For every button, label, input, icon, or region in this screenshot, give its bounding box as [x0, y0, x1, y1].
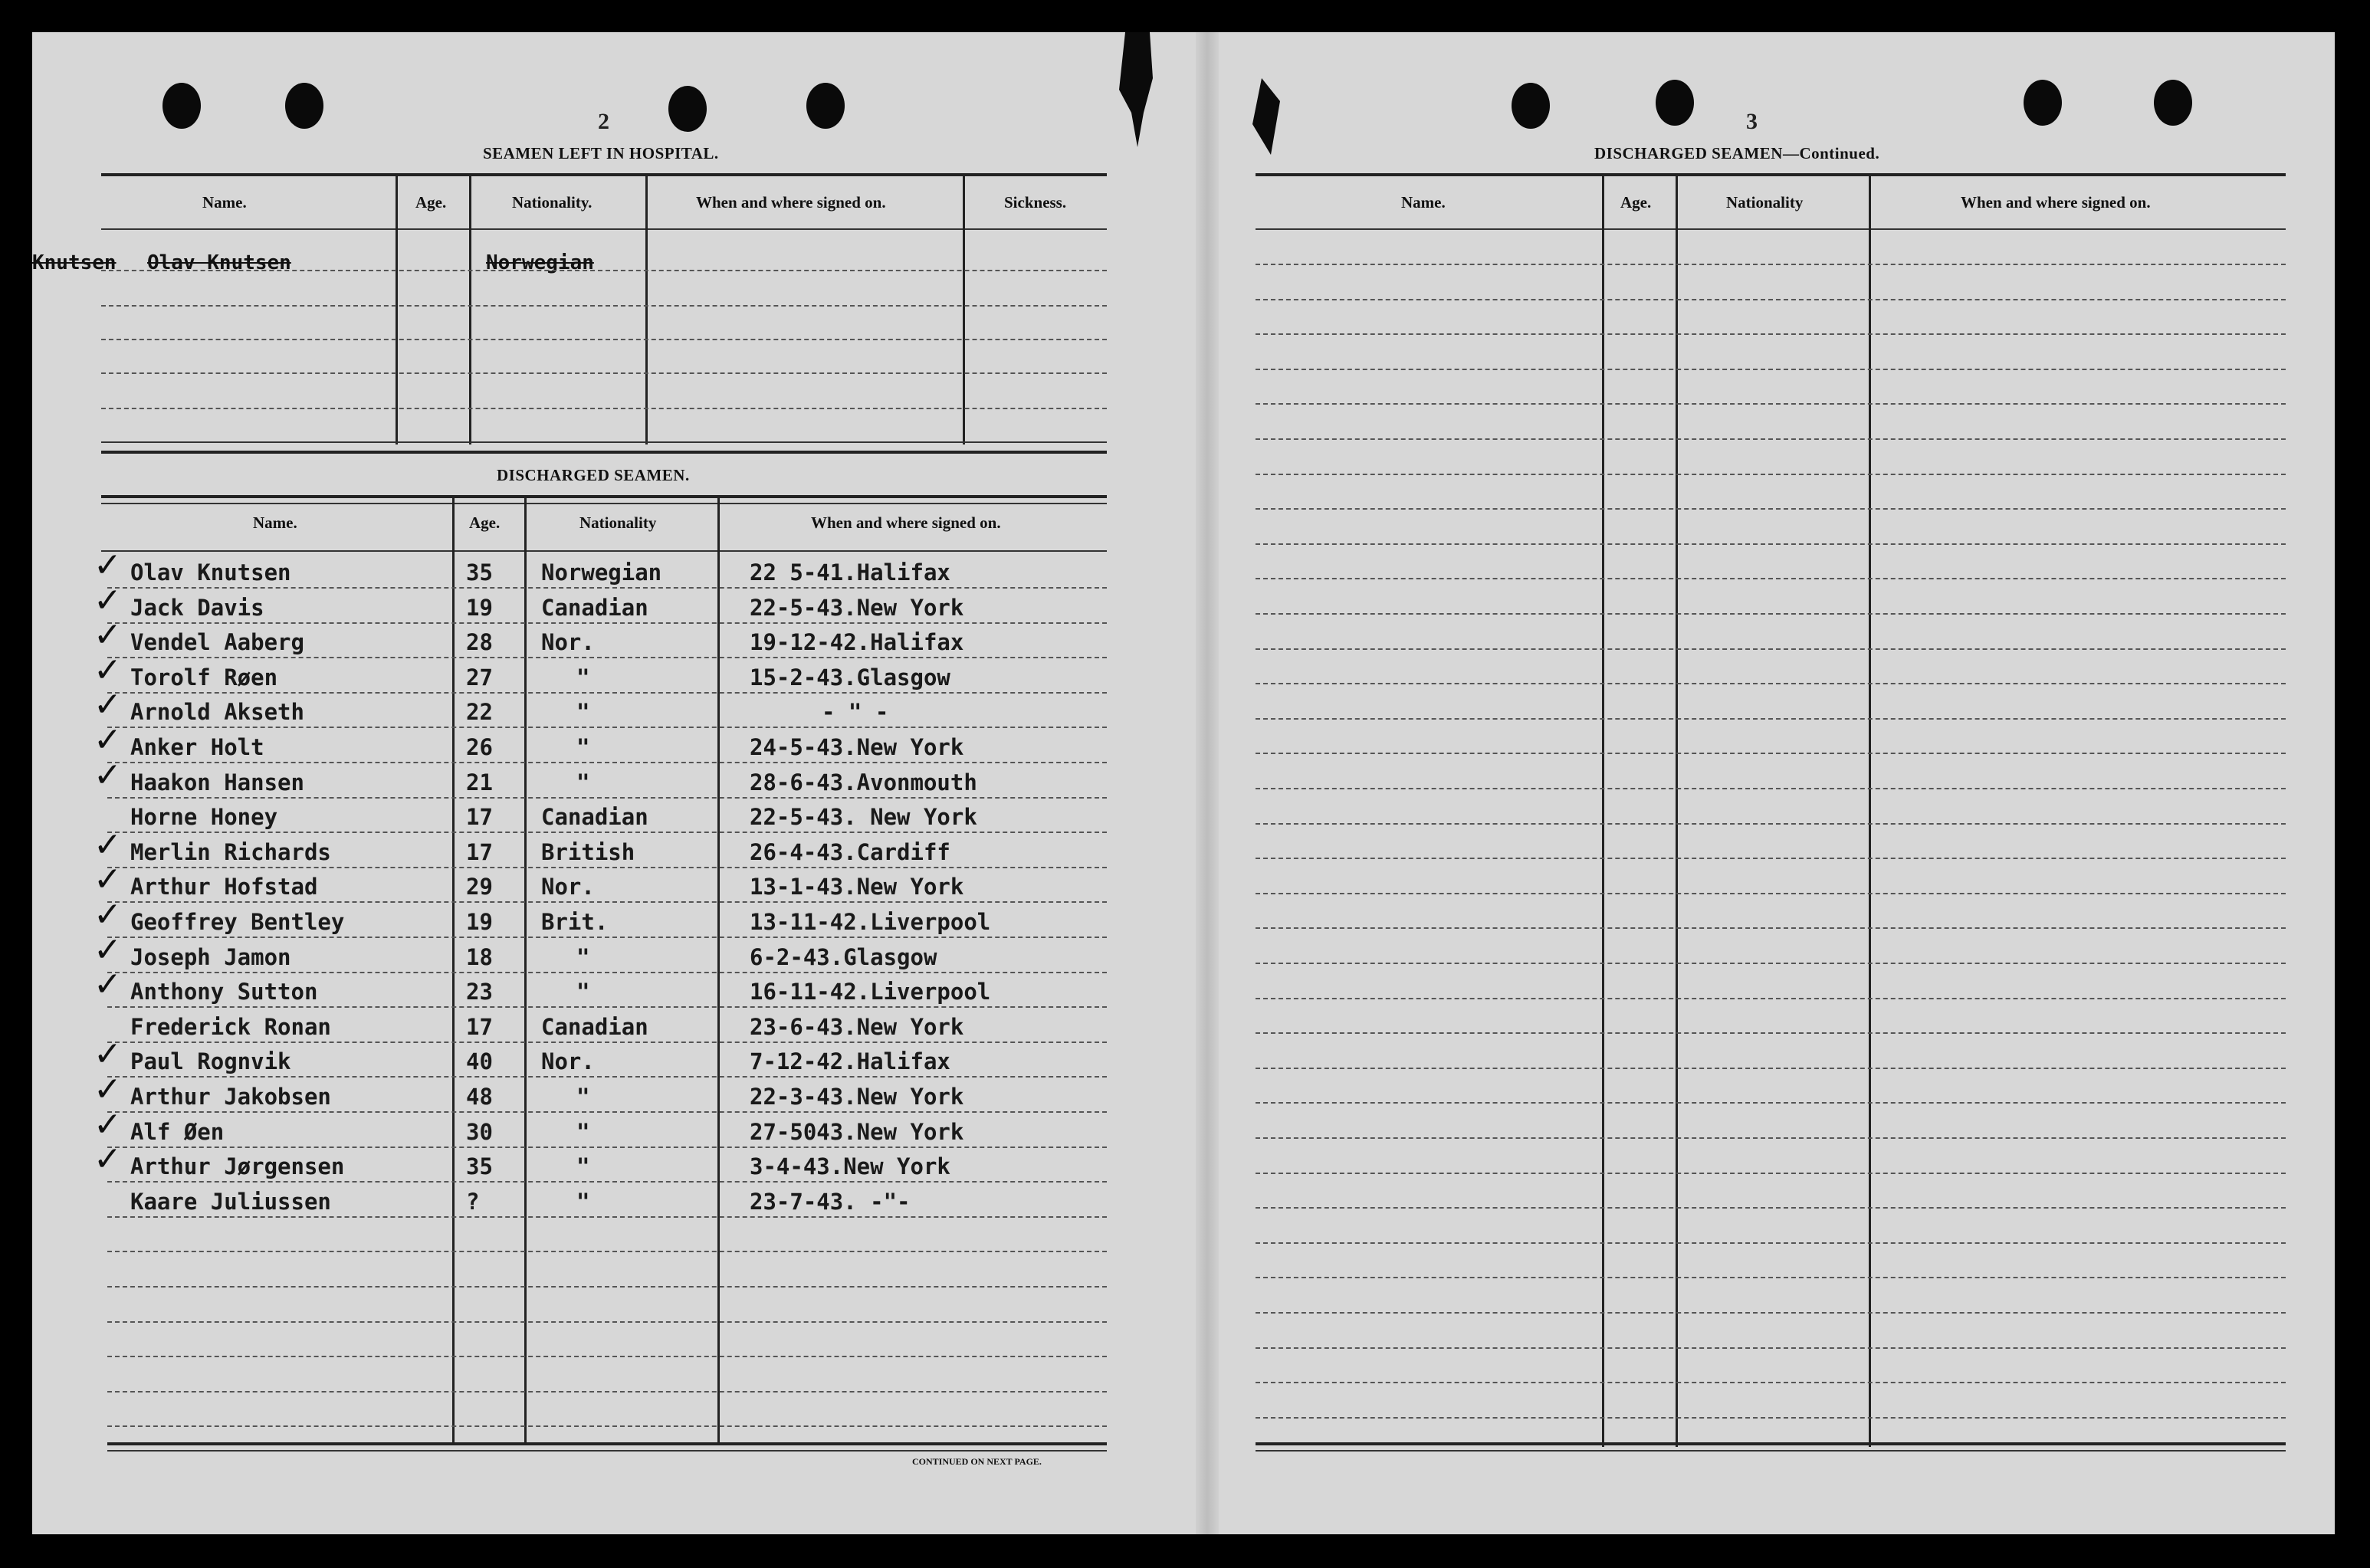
rule [101, 503, 1107, 504]
row-line [1256, 613, 2286, 615]
row-line [1256, 788, 2286, 789]
checkmark-icon: ✓ [94, 1070, 122, 1109]
seaman-name: Arnold Akseth [130, 699, 304, 726]
seaman-age: 48 [466, 1084, 493, 1110]
seaman-nationality: Canadian [541, 1013, 648, 1040]
row-line [1256, 438, 2286, 440]
seaman-signed-on: 6-2-43.Glasgow [750, 943, 937, 970]
hospital-col-age: Age. [415, 193, 447, 212]
seaman-signed-on: 16-11-42.Liverpool [750, 979, 991, 1005]
discharged-title: DISCHARGED SEAMEN. [497, 466, 690, 484]
row-line [1256, 1417, 2286, 1419]
right-col-age: Age. [1620, 193, 1652, 212]
row-line [1256, 543, 2286, 545]
continued-note: CONTINUED ON NEXT PAGE. [912, 1456, 1042, 1467]
col-divider [645, 175, 648, 444]
checkmark-icon: ✓ [94, 546, 122, 585]
row-line [1256, 403, 2286, 405]
col-divider [963, 175, 965, 444]
binding-damage [1107, 32, 1168, 147]
row-line [1256, 648, 2286, 650]
rule [1256, 1450, 2286, 1452]
seaman-nationality: Canadian [541, 594, 648, 621]
row-line [1256, 823, 2286, 825]
row-line [107, 867, 1107, 868]
checkmark-icon: ✓ [94, 1140, 122, 1179]
row-line [1256, 299, 2286, 300]
row-line [107, 1111, 1107, 1113]
seaman-nationality: " [576, 1188, 590, 1215]
checkmark-icon: ✓ [94, 720, 122, 759]
binding-damage [1243, 78, 1289, 155]
row-line [107, 1321, 1107, 1323]
punch-hole [668, 86, 707, 132]
seaman-age: 19 [466, 909, 493, 935]
row-line [101, 305, 1107, 307]
row-line [107, 1391, 1107, 1393]
rule [101, 495, 1107, 498]
row-line [107, 901, 1107, 903]
row-line [1256, 927, 2286, 929]
seaman-age: ? [466, 1188, 480, 1215]
seaman-signed-on: 22-5-43. New York [750, 804, 977, 831]
hospital-title: SEAMEN LEFT IN HOSPITAL. [483, 144, 719, 162]
seaman-age: 17 [466, 1013, 493, 1040]
row-line [107, 762, 1107, 763]
seaman-age: 35 [466, 559, 493, 586]
seaman-nationality: Nor. [541, 629, 595, 656]
row-line [1256, 369, 2286, 370]
seaman-name: Vendel Aaberg [130, 629, 304, 656]
punch-hole [1512, 83, 1550, 129]
hospital-col-signed: When and where signed on. [696, 193, 886, 212]
seaman-age: 19 [466, 594, 493, 621]
checkmark-icon: ✓ [94, 825, 122, 864]
row-line [107, 1006, 1107, 1008]
seaman-name: Arthur Hofstad [130, 874, 318, 900]
hospital-col-sickness: Sickness. [1004, 193, 1067, 212]
row-line [1256, 1207, 2286, 1209]
seaman-signed-on: 13-11-42.Liverpool [750, 909, 991, 935]
seaman-name: Anthony Sutton [130, 979, 318, 1005]
seaman-nationality: " [576, 699, 590, 726]
right-col-name: Name. [1401, 193, 1446, 212]
col-divider [1869, 175, 1871, 1447]
row-line [1256, 1102, 2286, 1104]
row-line [1256, 1032, 2286, 1034]
seaman-age: 17 [466, 838, 493, 865]
seaman-age: 27 [466, 664, 493, 691]
row-line [107, 727, 1107, 728]
row-line [1256, 1277, 2286, 1278]
seaman-nationality: " [576, 734, 590, 760]
seaman-name: Paul Rognvik [130, 1048, 291, 1075]
seaman-nationality: " [576, 943, 590, 970]
rule [101, 550, 1107, 552]
row-line [107, 797, 1107, 799]
row-line [1256, 963, 2286, 964]
checkmark-icon: ✓ [94, 1104, 122, 1144]
col-divider [1602, 175, 1604, 1447]
checkmark-icon: ✓ [94, 650, 122, 690]
col-divider [469, 175, 471, 444]
row-line [1256, 474, 2286, 475]
discharged-col-signed: When and where signed on. [811, 513, 1001, 532]
row-line [1256, 1382, 2286, 1383]
page-number: 2 [598, 109, 609, 134]
seaman-name: Horne Honey [130, 804, 278, 831]
row-line [1256, 1312, 2286, 1314]
seaman-name: Olav Knutsen [130, 559, 291, 586]
checkmark-icon: ✓ [94, 895, 122, 934]
row-line [1256, 1347, 2286, 1349]
seaman-signed-on: 15-2-43.Glasgow [750, 664, 950, 691]
rule [101, 451, 1107, 454]
row-line [101, 339, 1107, 340]
hospital-col-name: Name. [202, 193, 247, 212]
seaman-name: Arthur Jørgensen [130, 1153, 345, 1180]
seaman-nationality: Brit. [541, 909, 609, 935]
seaman-nationality: Nor. [541, 874, 595, 900]
rule [1256, 1442, 2286, 1445]
row-line [107, 972, 1107, 973]
discharged-col-nationality: Nationality [579, 513, 657, 532]
seaman-nationality: Canadian [541, 804, 648, 831]
col-divider [396, 175, 398, 444]
seaman-age: 23 [466, 979, 493, 1005]
hospital-nationality: Norwegian [486, 251, 594, 274]
seaman-age: 17 [466, 804, 493, 831]
seaman-nationality: " [576, 1084, 590, 1110]
punch-hole [162, 83, 201, 129]
checkmark-icon: ✓ [94, 615, 122, 655]
seaman-age: 28 [466, 629, 493, 656]
row-line [1256, 333, 2286, 335]
seaman-nationality: " [576, 1153, 590, 1180]
right-col-nationality: Nationality [1726, 193, 1804, 212]
row-line [107, 937, 1107, 938]
page-fold [1196, 32, 1219, 1534]
punch-hole [285, 83, 323, 129]
discharged-col-name: Name. [253, 513, 297, 532]
punch-hole [2154, 80, 2192, 126]
row-line [1256, 893, 2286, 894]
row-line [107, 1216, 1107, 1218]
row-line [1256, 1137, 2286, 1139]
punch-hole [1656, 80, 1694, 126]
seaman-age: 26 [466, 734, 493, 760]
row-line [1256, 683, 2286, 684]
seaman-signed-on: 24-5-43.New York [750, 734, 964, 760]
seaman-signed-on: 23-6-43.New York [750, 1013, 964, 1040]
seaman-signed-on: 13-1-43.New York [750, 874, 964, 900]
row-line [101, 372, 1107, 374]
row-line [1256, 264, 2286, 265]
seaman-name: Arthur Jakobsen [130, 1084, 331, 1110]
seaman-nationality: Norwegian [541, 559, 662, 586]
seaman-signed-on: 22-3-43.New York [750, 1084, 964, 1110]
row-line [107, 1146, 1107, 1148]
seaman-name: Geoffrey Bentley [130, 909, 345, 935]
row-line [1256, 578, 2286, 579]
checkmark-icon: ✓ [94, 755, 122, 795]
seaman-signed-on: 28-6-43.Avonmouth [750, 769, 977, 795]
row-line [107, 1181, 1107, 1183]
hospital-col-nationality: Nationality. [512, 193, 592, 212]
seaman-age: 30 [466, 1118, 493, 1145]
row-line [107, 657, 1107, 658]
rule [1256, 173, 2286, 176]
row-line [1256, 1173, 2286, 1174]
row-line [107, 1251, 1107, 1252]
row-line [107, 622, 1107, 624]
seaman-nationality: " [576, 664, 590, 691]
rule [101, 173, 1107, 176]
row-line [1256, 1242, 2286, 1244]
seaman-signed-on: 23-7-43. -"- [750, 1188, 911, 1215]
row-line [107, 832, 1107, 833]
seaman-age: 21 [466, 769, 493, 795]
checkmark-icon: ✓ [94, 580, 122, 620]
seaman-nationality: Nor. [541, 1048, 595, 1075]
row-line [101, 408, 1107, 409]
checkmark-icon: ✓ [94, 930, 122, 969]
seaman-signed-on: 22 5-41.Halifax [750, 559, 950, 586]
right-col-signed: When and where signed on. [1961, 193, 2151, 212]
seaman-signed-on: 7-12-42.Halifax [750, 1048, 950, 1075]
rule [1256, 228, 2286, 230]
checkmark-icon: ✓ [94, 1035, 122, 1074]
rule [107, 1450, 1107, 1452]
discharged-col-age: Age. [469, 513, 501, 532]
row-line [107, 1042, 1107, 1043]
seaman-signed-on: 26-4-43.Cardiff [750, 838, 950, 865]
right-title: DISCHARGED SEAMEN—Continued. [1594, 144, 1880, 162]
seaman-age: 40 [466, 1048, 493, 1075]
seaman-nationality: " [576, 769, 590, 795]
seaman-signed-on: 22-5-43.New York [750, 594, 964, 621]
hospital-name: Olav Knutsen [147, 251, 291, 274]
seaman-age: 35 [466, 1153, 493, 1180]
seaman-name: Alf Øen [130, 1118, 225, 1145]
seaman-nationality: British [541, 838, 635, 865]
seaman-signed-on: 3-4-43.New York [750, 1153, 950, 1180]
rule [101, 228, 1107, 230]
rule [101, 441, 1107, 443]
row-line [1256, 718, 2286, 720]
row-line [107, 1356, 1107, 1357]
seaman-nationality: " [576, 979, 590, 1005]
punch-hole [2024, 80, 2062, 126]
row-line [107, 587, 1107, 589]
document-page [32, 32, 2335, 1534]
rule [107, 1442, 1107, 1445]
seaman-name: Frederick Ronan [130, 1013, 331, 1040]
punch-hole [806, 83, 845, 129]
seaman-name: Torolf Røen [130, 664, 278, 691]
seaman-age: 29 [466, 874, 493, 900]
seaman-name: Merlin Richards [130, 838, 331, 865]
col-divider [1676, 175, 1678, 1447]
checkmark-icon: ✓ [94, 965, 122, 1005]
seaman-name: Haakon Hansen [130, 769, 304, 795]
row-line [107, 692, 1107, 694]
seaman-nationality: " [576, 1118, 590, 1145]
page-number-right: 3 [1746, 109, 1758, 134]
seaman-age: 22 [466, 699, 493, 726]
row-line [101, 270, 1107, 271]
seaman-signed-on: - " - [822, 699, 889, 726]
seaman-age: 18 [466, 943, 493, 970]
checkmark-icon: ✓ [94, 860, 122, 900]
row-line [107, 1076, 1107, 1078]
hospital-prefix: Knutsen [32, 251, 117, 274]
row-line [1256, 1068, 2286, 1069]
seaman-name: Kaare Juliussen [130, 1188, 331, 1215]
seaman-name: Jack Davis [130, 594, 264, 621]
row-line [1256, 508, 2286, 510]
row-line [1256, 753, 2286, 754]
seaman-signed-on: 27-5043.New York [750, 1118, 964, 1145]
row-line [1256, 998, 2286, 999]
seaman-signed-on: 19-12-42.Halifax [750, 629, 964, 656]
seaman-name: Anker Holt [130, 734, 264, 760]
row-line [107, 1286, 1107, 1288]
row-line [1256, 858, 2286, 859]
seaman-name: Joseph Jamon [130, 943, 291, 970]
row-line [107, 1425, 1107, 1427]
checkmark-icon: ✓ [94, 685, 122, 725]
